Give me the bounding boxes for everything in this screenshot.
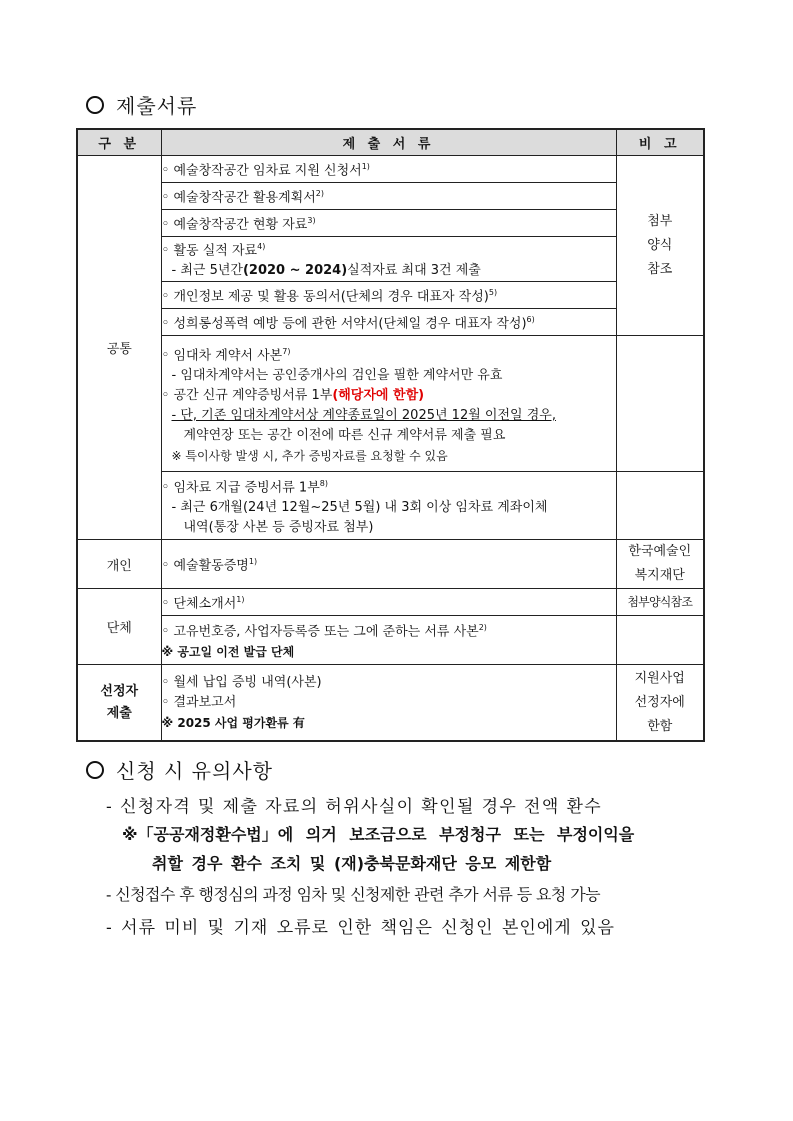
list-item: ◦ 성희롱성폭력 예방 등에 관한 서약서(단체일 경우 대표자 작성)$^{6)}$ xyxy=(161,309,616,336)
table-row xyxy=(77,540,704,589)
table-header-row xyxy=(77,129,704,156)
table-row xyxy=(77,282,704,309)
category-individual: 개인 xyxy=(77,540,161,589)
section-title-notice: 신청 시 유의사항 xyxy=(86,755,273,784)
list-item: ◦ 예술창작공간 활용계획서$^{2)}$ xyxy=(161,183,616,210)
selected-note: 지원사업 선정자에 한함 xyxy=(616,665,704,741)
circle-bullet-icon xyxy=(86,96,104,114)
group-note: 첨부양식참조 xyxy=(616,589,704,616)
list-item: ◦ 예술활동증명$^{1)}$ xyxy=(161,540,616,589)
table-row xyxy=(77,183,704,210)
category-common: 공통 xyxy=(77,156,161,540)
notice-line-1: - 신청자격 및 제출 자료의 허위사실이 확인될 경우 전액 환수 xyxy=(106,797,603,817)
section-title-documents: 제출서류 xyxy=(86,90,197,119)
documents-table xyxy=(76,128,705,742)
table-row xyxy=(77,665,704,741)
individual-note: 한국예술인 복지재단 xyxy=(616,540,704,589)
list-item: ◦ 월세 납입 증빙 내역(사본) ◦ 결과보고서 ※ 2025 사업 평가환류 有 xyxy=(161,665,616,741)
table-row xyxy=(77,472,704,540)
category-group: 단체 xyxy=(77,589,161,665)
list-item: ◦ 예술창작공간 임차료 지원 신청서$^{1)}$ xyxy=(161,156,616,183)
list-item: ◦ 임차료 지급 증빙서류 1부$^{8)}$ - 최근 6개월(24년 12월~25년 5월) 내 3회 이상 임차료 계좌이체 내역(통장 사본 등 증빙자료 첨부) xyxy=(161,472,616,540)
table-row xyxy=(77,616,704,665)
list-item: ◦ 임대차 계약서 사본$^{7)}$ - 임대차계약서는 공인중개사의 검인을 필한 계약서만 유효 ◦ 공간 신규 계약증빙서류 1부(해당자에 한함) - 단, 기존 임대차계약서상 계약종료일이 2025년 12월 이전일 경우, 계약연장 또는 공간 이전에 따른 신규 계약서류 제출 필요 ※ 특이사항 발생 시, 추가 증빙자료를 요청할 수 있음 xyxy=(161,336,616,472)
table-row xyxy=(77,309,704,336)
table-row xyxy=(77,210,704,237)
list-item: ◦ 예술창작공간 현황 자료$^{3)}$ xyxy=(161,210,616,237)
list-item: ◦ 단체소개서$^{1)}$ xyxy=(161,589,616,616)
notice-line-3: 취할 경우 환수 조치 및 (재)충북문화재단 응모 제한함 xyxy=(152,854,552,873)
list-item: ◦ 활동 실적 자료$^{4)}$ - 최근 5년간(2020 ~ 2024)실적자료 최대 3건 제출 xyxy=(161,237,616,282)
list-item: ◦ 고유번호증, 사업자등록증 또는 그에 준하는 서류 사본$^{2)}$ ※ 공고일 이전 발급 단체 xyxy=(161,616,616,665)
table-row xyxy=(77,156,704,183)
header-documents: 제 출 서 류 xyxy=(161,129,616,156)
table-row xyxy=(77,336,704,472)
table-row xyxy=(77,237,704,282)
header-note: 비 고 xyxy=(616,129,704,156)
attach-note: 첨부 양식 참조 xyxy=(616,156,704,336)
circle-bullet-icon xyxy=(86,761,104,779)
notice-line-4: - 신청접수 후 행정심의 과정 임차 및 신청제한 관련 추가 서류 등 요청 가능 xyxy=(106,885,600,904)
category-selected: 선정자 제출 xyxy=(77,665,161,741)
table-row xyxy=(77,589,704,616)
notice-line-2: ※「공공재정환수법」에 의거 보조금으로 부정청구 또는 부정이익을 xyxy=(122,825,635,844)
notice-line-5: - 서류 미비 및 기재 오류로 인한 책임은 신청인 본인에게 있음 xyxy=(106,918,615,938)
list-item: ◦ 개인정보 제공 및 활용 동의서(단체의 경우 대표자 작성)$^{5)}$ xyxy=(161,282,616,309)
header-category: 구 분 xyxy=(77,129,161,156)
